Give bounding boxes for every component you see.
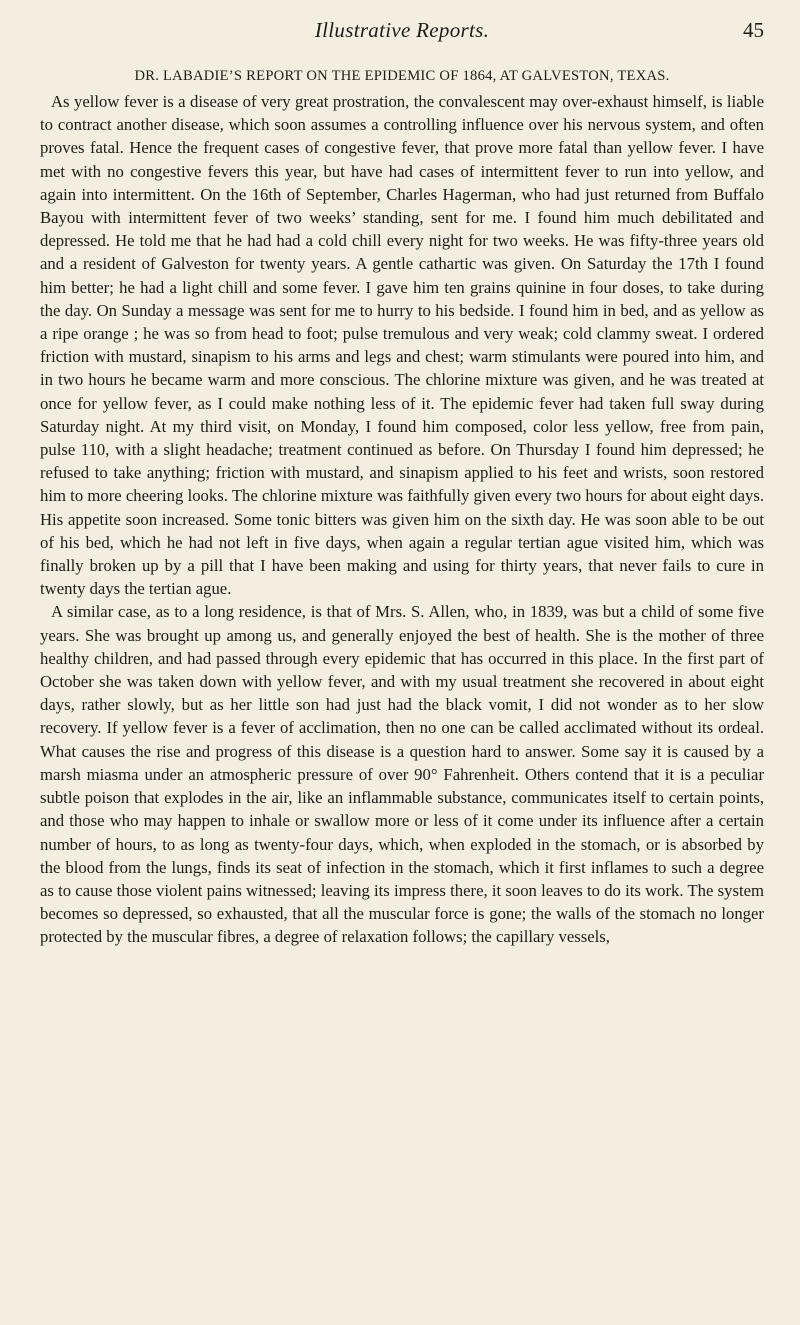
page-number: 45 [743, 18, 764, 42]
article-heading: DR. LABADIE’S REPORT ON THE EPIDEMIC OF 1864, AT GALVESTON, TEXAS. [134, 68, 670, 84]
paragraph-allen-case: A similar case, as to a long residence, is that of Mrs. S. Allen, who, in 1839, was but a child of some five years. She was brought up among us, and generally enjoyed the best of health. She is the mother of three healthy children, and had passed through every epidemic that has occurred in this place. In the first part of October she was taken down with yellow fever, and with my usual treatment she recovered in about eight days, rather slowly, but as her little son had just had the black vomit, I did not wonder as to her slow recovery. If yellow fever is a fever of acclimation, then no one can be called acclimated without its ordeal. What causes the rise and progress of this disease is a question hard to answer. Some say it is caused by a marsh miasma under an atmospheric pressure of over 90° Fahrenheit. Others contend that it is a peculiar subtle poison that explodes in the air, like an inflammable substance, communicates itself to certain points, and those who may happen to inhale or swallow more or less of it come under its influence after a certain number of hours, to as long as twenty-four days, which, when exploded in the stomach, or is absorbed by the blood from the lungs, finds its seat of infection in the stomach, which it first inflames to such a degree as to cause those violent pains witnessed; leaving its impress there, it soon leaves to do its work. The system becomes so depressed, so exhausted, that all the muscular force is gone; the walls of the stomach no longer protected by the muscular fibres, a degree of relaxation follows; the capillary vessels, [40, 602, 764, 947]
running-head [40, 18, 764, 58]
running-title: Illustrative Reports. [314, 18, 490, 42]
paragraph-hagerman-case: As yellow fever is a disease of very great prostration, the convalescent may over-exhaust himself, is liable to contract another disease, which soon assumes a controlling influence over his nervous system, and often proves fatal. Hence the frequent cases of congestive fever, that prove more fatal than yellow fever. I have met with no congestive fevers this year, but have had cases of intermittent fever to run into yellow, and again into intermittent. On the 16th of September, Charles Hagerman, who had just returned from Buffalo Bayou with intermittent fever of two weeks’ standing, sent for me. I found him much debilitated and depressed. He told me that he had had a cold chill every night for two weeks. He was fifty-three years old and a resident of Galveston for twenty years. A gentle cathartic was given. On Saturday the 17th I found him better; he had a light chill and some fever. I gave him ten grains quinine in four doses, to take during the day. On Sunday a message was sent for me to hurry to his bedside. I found him in bed, and as yellow as a ripe orange ; he was so from head to foot; pulse tremulous and very weak; cold clammy sweat. I ordered friction with mustard, sinapism to his arms and legs and chest; warm stimulants were poured into him, and in two hours he became warm and more conscious. The chlorine mixture was given, and he was treated at once for yellow fever, as I could make nothing less of it. The epidemic fever had taken full sway during Saturday night. At my third visit, on Monday, I found him composed, color less yellow, free from pain, pulse 110, with a slight headache; treatment continued as before. On Thursday I found him depressed; he refused to take anything; friction with mustard, and sinapism applied to his feet and wrists, soon restored him to more cheering looks. The chlorine mixture was faithfully given every two hours for about eight days. His appetite soon increased. Some tonic bitters was given him on the sixth day. He was soon able to be out of his bed, which he had not left in five days, when again a regular tertian ague visited him, which was finally broken up by a pill that I have been making and using for thirty years, that never fails to cure in twenty days the tertian ague. [40, 92, 764, 599]
